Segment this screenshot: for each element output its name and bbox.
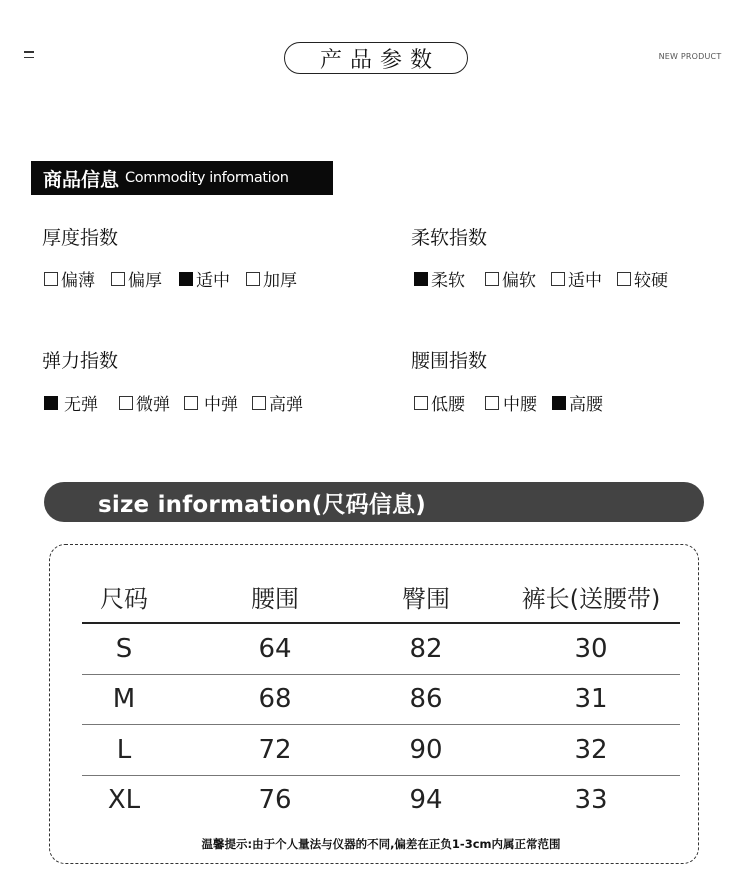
commodity-info-heading bbox=[31, 161, 333, 195]
table-cell: 86 bbox=[409, 684, 443, 715]
checkbox-icon bbox=[44, 272, 58, 286]
waist-option: 低腰 bbox=[414, 390, 465, 415]
measurement-note: 温馨提示:由于个人量法与仪器的不同,偏差在正负1-3cm内属正常范围 bbox=[201, 837, 561, 851]
checked-box-icon bbox=[414, 272, 428, 286]
commodity-info-en: Commodity information bbox=[125, 170, 289, 186]
commodity-info-cn: 商品信息 bbox=[43, 168, 120, 191]
checked-box-icon bbox=[44, 396, 58, 410]
table-cell: 68 bbox=[258, 684, 292, 715]
thickness-option: 加厚 bbox=[246, 266, 297, 291]
waist-index-title: 腰围指数 bbox=[411, 350, 488, 372]
thickness-index-options bbox=[44, 266, 314, 291]
table-cell: 30 bbox=[574, 633, 608, 664]
table-cell: 32 bbox=[574, 734, 608, 765]
checkbox-icon bbox=[485, 272, 499, 286]
table-cell: 33 bbox=[574, 785, 608, 816]
thickness-option: 偏厚 bbox=[111, 266, 162, 291]
checkbox-icon bbox=[551, 272, 565, 286]
table-row bbox=[82, 624, 680, 675]
softness-option: 偏软 bbox=[485, 266, 536, 291]
header-hip: 臀围 bbox=[402, 584, 450, 613]
elasticity-index-title: 弹力指数 bbox=[42, 350, 119, 372]
table-cell: 76 bbox=[258, 785, 292, 816]
softness-index-title: 柔软指数 bbox=[411, 227, 488, 249]
header-waist: 腰围 bbox=[251, 584, 299, 613]
checked-box-icon bbox=[552, 396, 566, 410]
checkbox-icon bbox=[414, 396, 428, 410]
table-cell: 72 bbox=[258, 734, 292, 765]
header-length: 裤长(送腰带) bbox=[521, 584, 661, 613]
header-size: 尺码 bbox=[100, 584, 148, 613]
elasticity-index-options bbox=[44, 390, 320, 415]
elasticity-option: 无弹 bbox=[44, 390, 98, 415]
checkbox-icon bbox=[119, 396, 133, 410]
table-cell: 90 bbox=[409, 734, 443, 765]
page-title: 产品参数 bbox=[284, 42, 468, 74]
menu-icon bbox=[24, 51, 34, 59]
elasticity-option: 高弹 bbox=[252, 390, 303, 415]
checked-box-icon bbox=[179, 272, 193, 286]
elasticity-option: 中弹 bbox=[184, 390, 238, 415]
softness-index-options bbox=[414, 266, 685, 291]
page-subtitle: NEW PRODUCT bbox=[658, 52, 722, 61]
table-cell: L bbox=[116, 734, 132, 765]
checkbox-icon bbox=[485, 396, 499, 410]
checkbox-icon bbox=[617, 272, 631, 286]
table-cell: XL bbox=[107, 785, 141, 816]
thickness-option: 适中 bbox=[179, 266, 230, 291]
table-header-row bbox=[82, 570, 680, 624]
softness-option: 柔软 bbox=[414, 266, 465, 291]
softness-option: 适中 bbox=[551, 266, 602, 291]
size-table bbox=[82, 570, 680, 825]
checkbox-icon bbox=[184, 396, 198, 410]
table-cell: 94 bbox=[409, 785, 443, 816]
table-cell: 82 bbox=[409, 633, 443, 664]
size-info-heading: size information(尺码信息) bbox=[44, 482, 704, 522]
table-row bbox=[82, 725, 680, 776]
waist-option: 高腰 bbox=[552, 390, 603, 415]
thickness-option: 偏薄 bbox=[44, 266, 95, 291]
softness-option: 较硬 bbox=[617, 266, 668, 291]
table-cell: 64 bbox=[258, 633, 292, 664]
thickness-index-title: 厚度指数 bbox=[42, 227, 119, 249]
table-cell: M bbox=[112, 684, 136, 715]
elasticity-option: 微弹 bbox=[119, 390, 170, 415]
waist-index-options bbox=[414, 390, 620, 415]
table-cell: S bbox=[115, 633, 133, 664]
table-row bbox=[82, 776, 680, 826]
checkbox-icon bbox=[252, 396, 266, 410]
checkbox-icon bbox=[111, 272, 125, 286]
table-row bbox=[82, 675, 680, 726]
checkbox-icon bbox=[246, 272, 260, 286]
waist-option: 中腰 bbox=[485, 390, 537, 415]
table-cell: 31 bbox=[574, 684, 608, 715]
